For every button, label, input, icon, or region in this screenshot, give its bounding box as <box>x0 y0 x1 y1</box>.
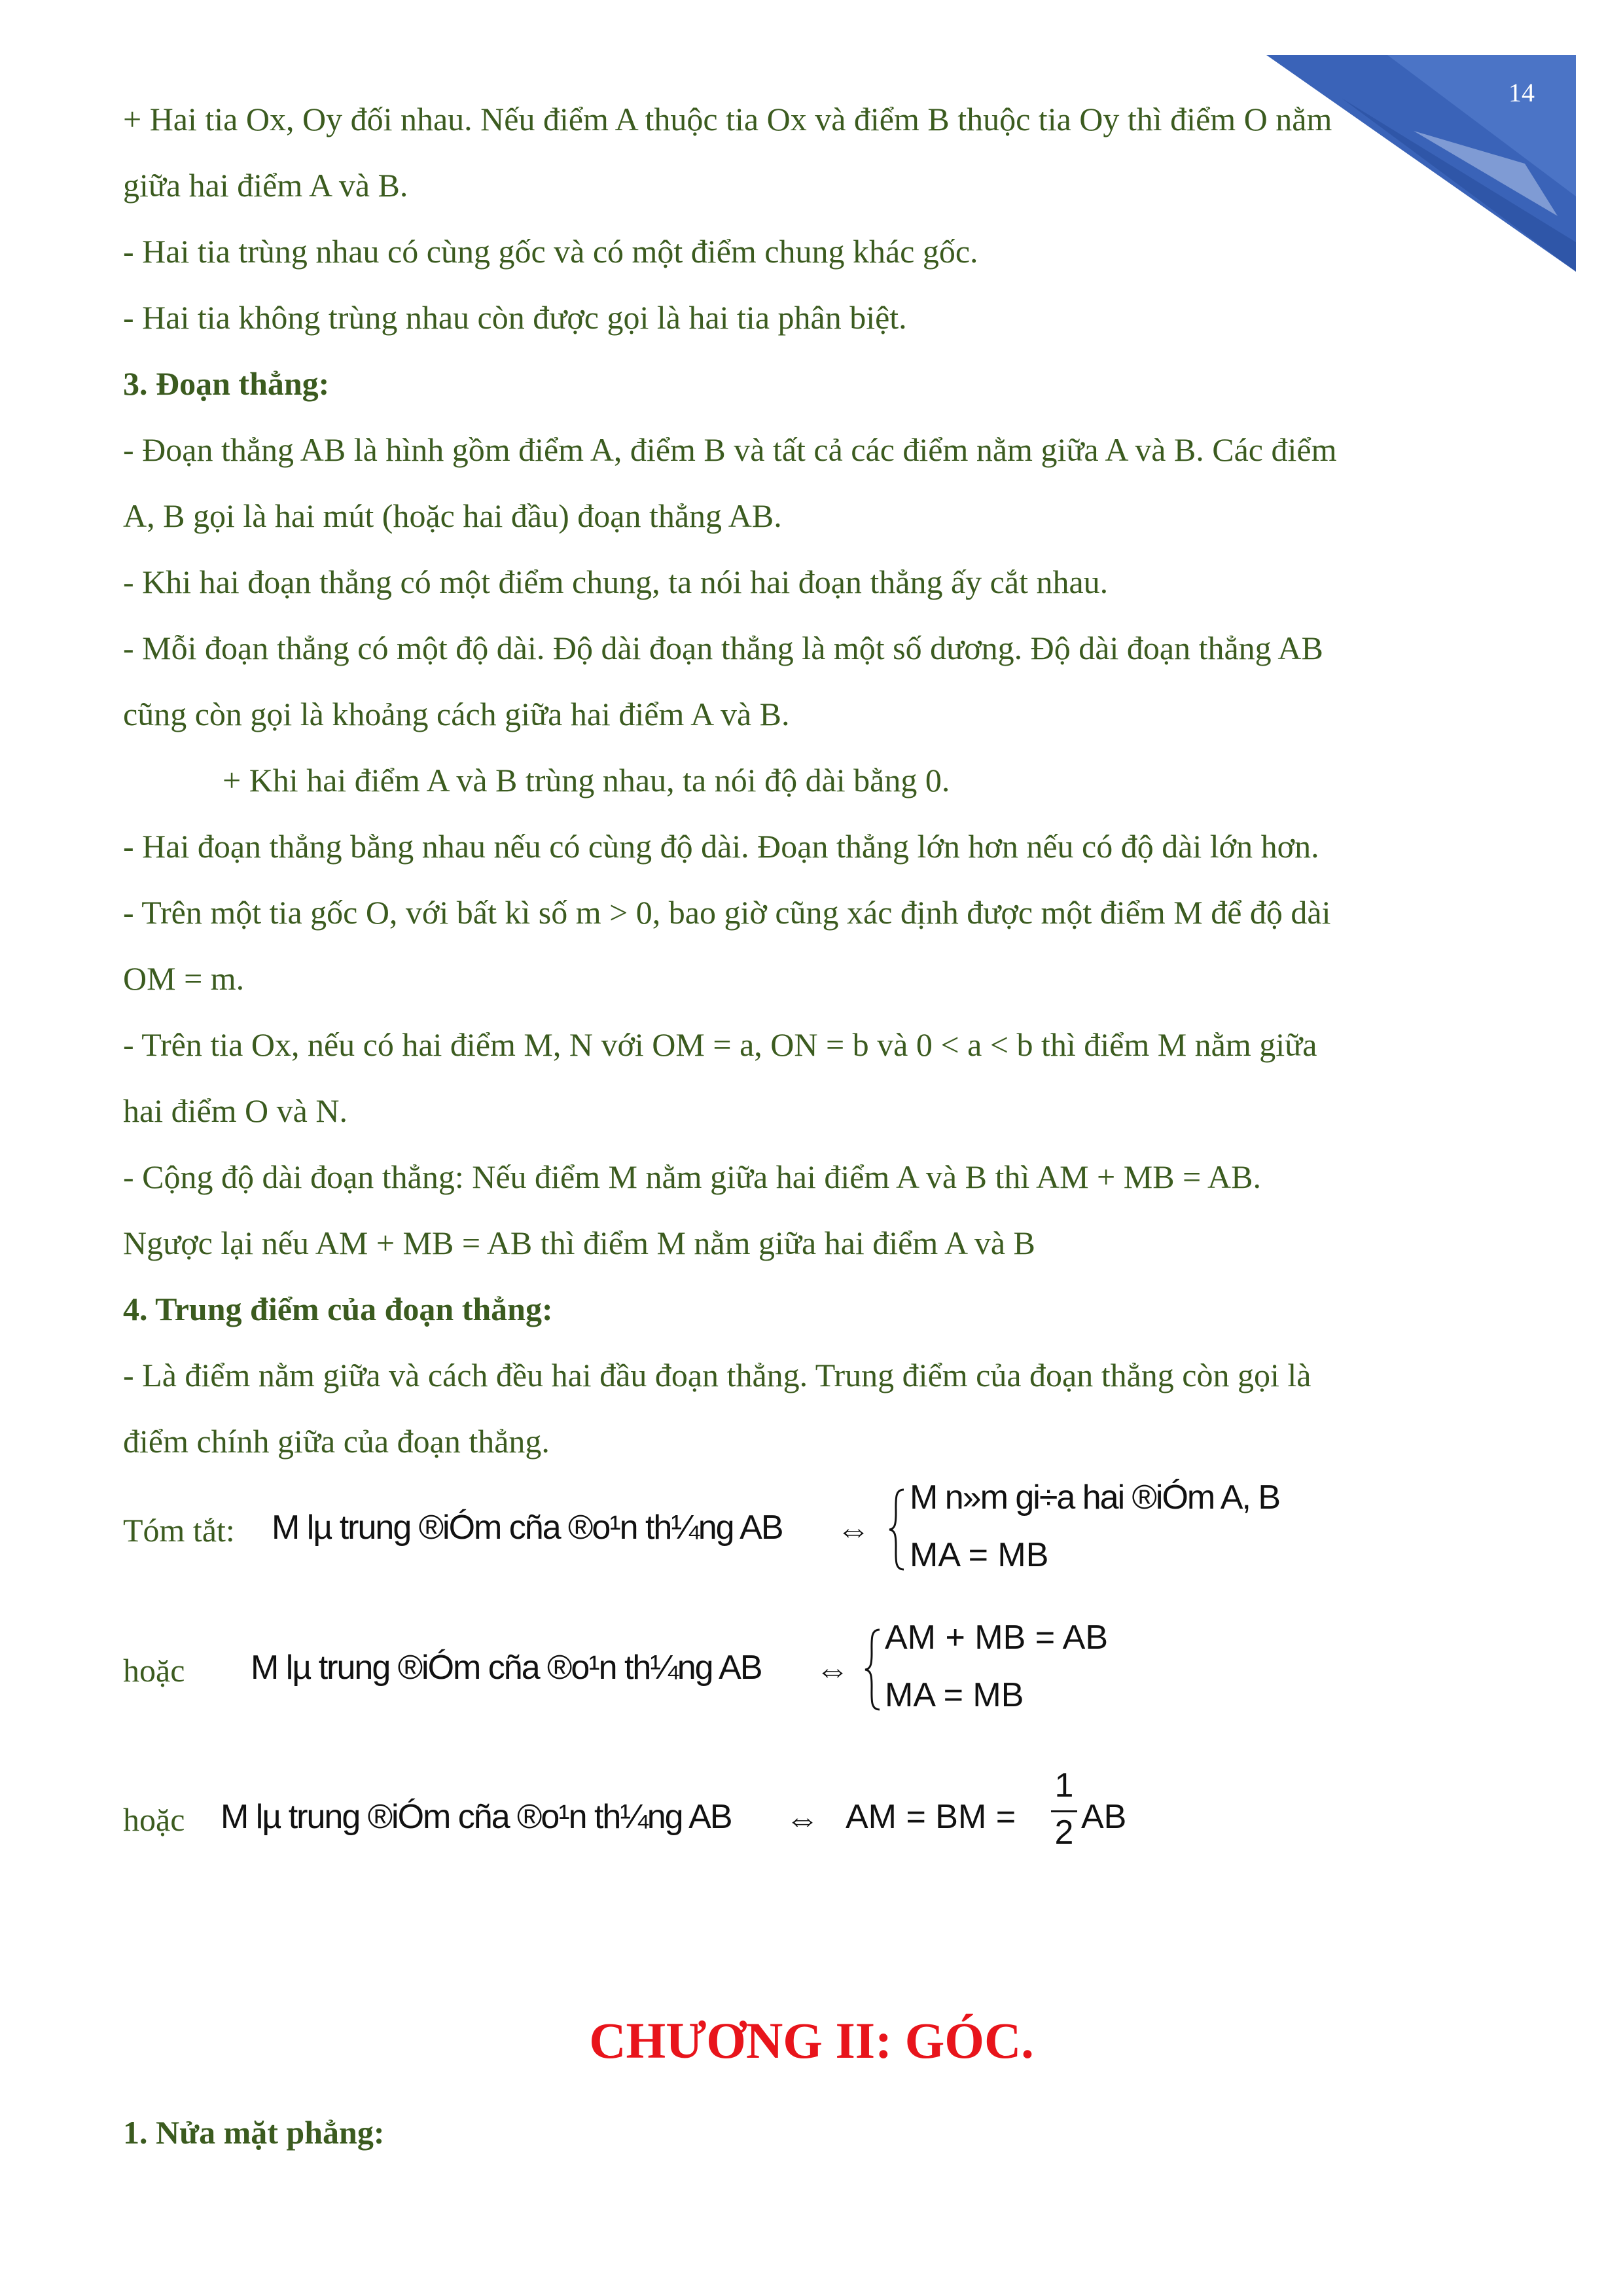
text-line: giữa hai điểm A và B. <box>123 167 408 204</box>
page-number: 14 <box>1508 78 1535 107</box>
text-line: - Hai đoạn thẳng bằng nhau nếu có cùng độ dài. Đoạn thẳng lớn hơn nếu có độ dài lớn hơn. <box>123 828 1319 865</box>
fraction-denominator: 2 <box>1054 1814 1074 1852</box>
text-line: - Hai tia không trùng nhau còn được gọi là hai tia phân biệt. <box>123 299 907 336</box>
text-line: + Khi hai điểm A và B trùng nhau, ta nói độ dài bằng 0. <box>223 762 950 798</box>
formula-label: hoặc <box>123 1652 185 1689</box>
text-line: hai điểm O và N. <box>123 1092 348 1129</box>
body-text <box>123 86 1528 1475</box>
section-heading: 3. Đoạn thẳng: <box>123 365 330 402</box>
brace-icon <box>863 1627 882 1712</box>
text-line: - Trên một tia gốc O, với bất kì số m > 0, bao giờ cũng xác định được một điểm M để độ dài <box>123 894 1331 931</box>
text-line: - Hai tia trùng nhau có cùng gốc và có một điểm chung khác gốc. <box>123 233 978 270</box>
text-line: A, B gọi là hai mút (hoặc hai đầu) đoạn thẳng AB. <box>123 497 782 534</box>
section-heading: 4. Trung điểm của đoạn thẳng: <box>123 1291 553 1327</box>
text-line: OM = m. <box>123 960 245 997</box>
fraction-numerator: 1 <box>1054 1767 1074 1804</box>
system-line-1: M n»m gi÷a hai ®iÓm A, B <box>910 1479 1280 1516</box>
formula-tail: AB <box>1081 1798 1127 1836</box>
formula-label: hoặc <box>123 1801 185 1838</box>
text-line: - Là điểm nằm giữa và cách đều hai đầu đoạn thẳng. Trung điểm của đoạn thẳng còn gọi là <box>123 1357 1311 1393</box>
brace-icon <box>887 1487 906 1572</box>
formula-equality: AM = BM = <box>846 1798 1016 1836</box>
system-line-2: MA = MB <box>885 1676 1024 1714</box>
text-line: điểm chính giữa của đoạn thẳng. <box>123 1423 550 1460</box>
section-heading: 1. Nửa mặt phẳng: <box>123 2114 385 2151</box>
system-line-2: MA = MB <box>910 1536 1049 1574</box>
formula-label: Tóm tắt: <box>123 1512 235 1549</box>
text-line: Ngược lại nếu AM + MB = AB thì điểm M nằm giữa hai điểm A và B <box>123 1225 1035 1261</box>
formula-lhs: M lµ trung ®iÓm cña ®o¹n th¼ng AB <box>272 1509 783 1547</box>
text-line: - Đoạn thẳng AB là hình gồm điểm A, điểm B và tất cả các điểm nằm giữa A và B. Các điểm <box>123 431 1337 468</box>
iff-symbol: ⇔ <box>836 1511 870 1549</box>
text-line: + Hai tia Ox, Oy đối nhau. Nếu điểm A thuộc tia Ox và điểm B thuộc tia Oy thì điểm O nằm <box>123 101 1332 137</box>
iff-symbol: ⇔ <box>815 1651 849 1689</box>
chapter-title: CHƯƠNG II: GÓC. <box>589 2012 1034 2069</box>
text-line: cũng còn gọi là khoảng cách giữa hai điểm A và B. <box>123 696 790 732</box>
fraction-bar <box>1051 1810 1077 1812</box>
formula-lhs: M lµ trung ®iÓm cña ®o¹n th¼ng AB <box>221 1798 732 1836</box>
text-line: - Trên tia Ox, nếu có hai điểm M, N với OM = a, ON = b và 0 < a < b thì điểm M nằm giữa <box>123 1026 1317 1063</box>
text-line: - Cộng độ dài đoạn thẳng: Nếu điểm M nằm giữa hai điểm A và B thì AM + MB = AB. <box>123 1158 1261 1195</box>
iff-symbol: ⇔ <box>785 1801 819 1839</box>
formula-lhs: M lµ trung ®iÓm cña ®o¹n th¼ng AB <box>251 1649 762 1687</box>
system-line-1: AM + MB = AB <box>885 1619 1109 1657</box>
text-line: - Khi hai đoạn thẳng có một điểm chung, ta nói hai đoạn thẳng ấy cắt nhau. <box>123 564 1109 600</box>
text-line: - Mỗi đoạn thẳng có một độ dài. Độ dài đoạn thẳng là một số dương. Độ dài đoạn thẳng AB <box>123 630 1323 666</box>
